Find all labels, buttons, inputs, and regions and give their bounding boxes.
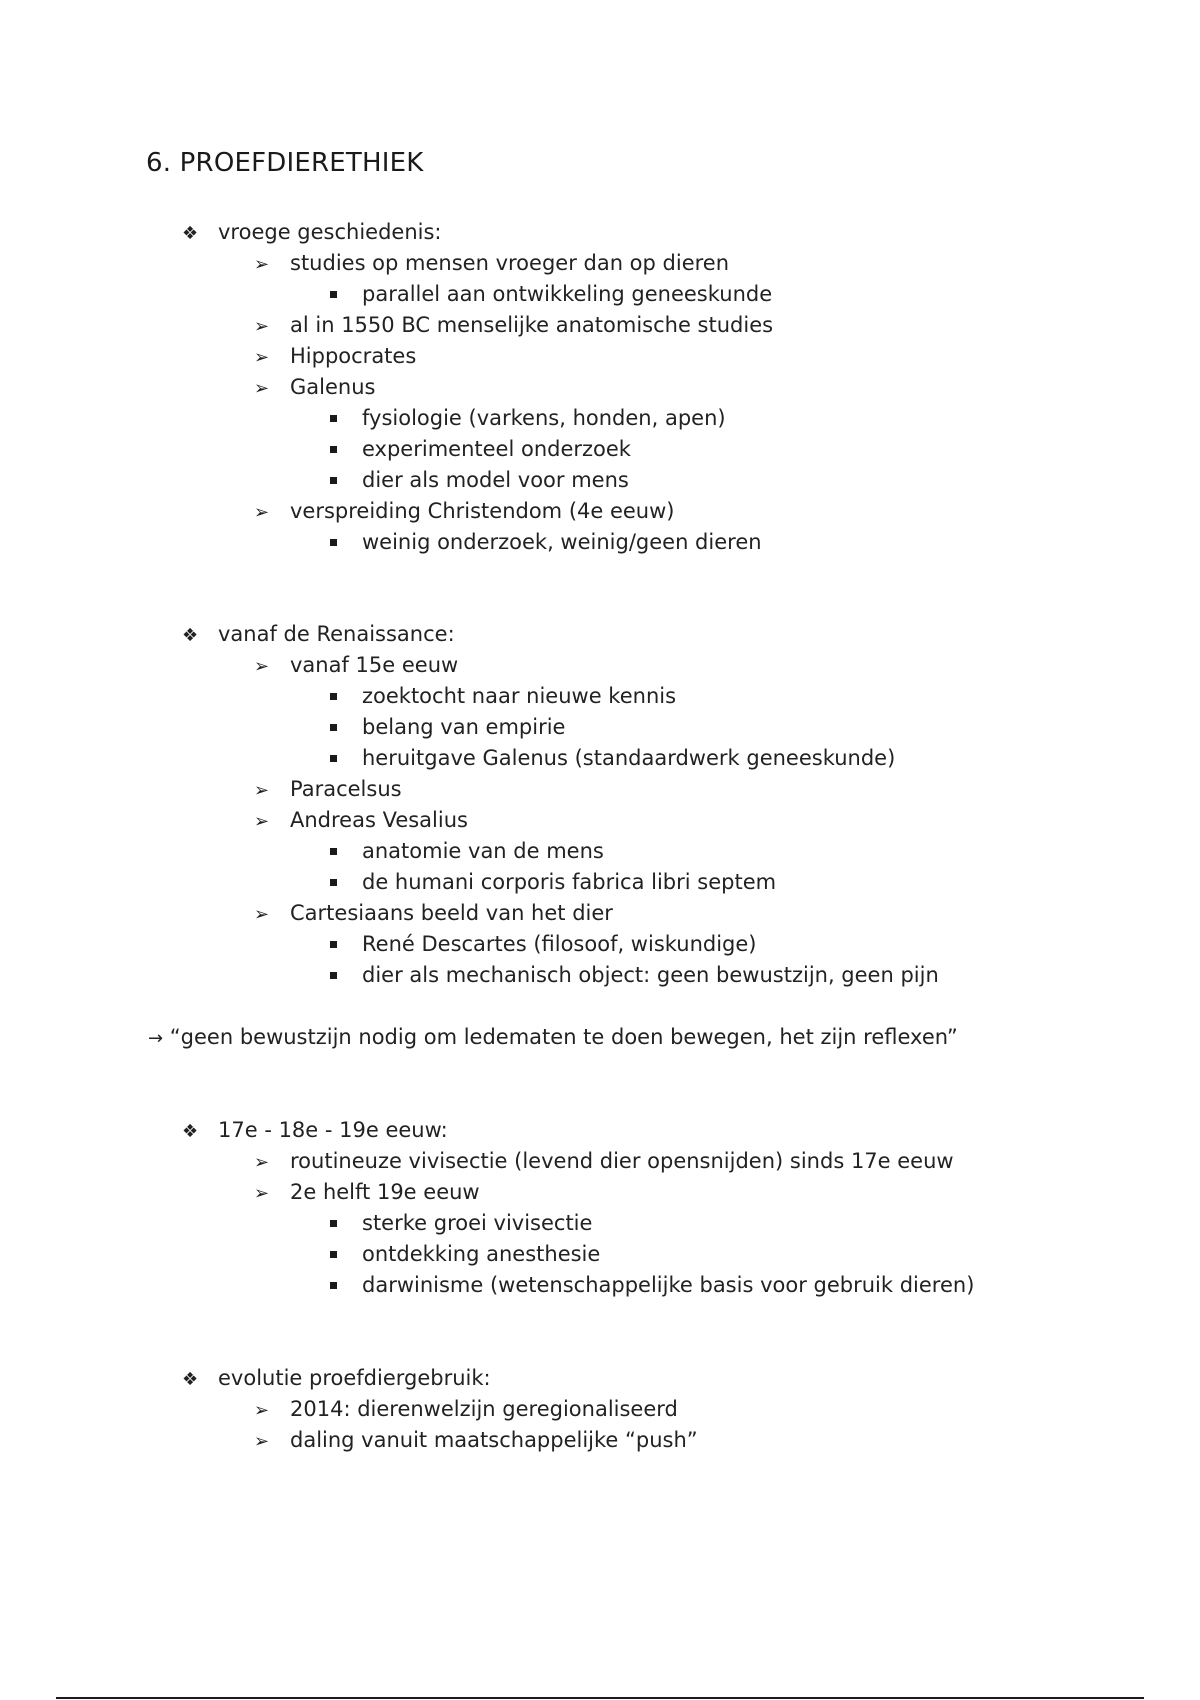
square-bullet-icon [330,477,337,484]
arrowhead-bullet-icon: ➢ [254,904,270,925]
square-bullet-icon [330,291,337,298]
square-bullet-icon [330,1282,337,1289]
list-item: sterke groei vivisectie [326,1209,592,1237]
list-item: ➢ routineuze vivisectie (levend dier opensnijden) sinds 17e eeuw [254,1147,954,1177]
list-item: ➢ Cartesiaans beeld van het dier [254,899,613,929]
list-item: belang van empirie [326,713,565,741]
list-item: ➢ vanaf 15e eeuw [254,651,458,681]
square-bullet-icon [330,755,337,762]
section-heading-17e-19e-eeuw: ❖ 17e - 18e - 19e eeuw: [182,1116,448,1146]
diamond-bullet-icon: ❖ [182,1121,199,1142]
arrowhead-bullet-icon: ➢ [254,1152,270,1173]
arrowhead-bullet-icon: ➢ [254,656,270,677]
square-bullet-icon [330,879,337,886]
arrowhead-bullet-icon: ➢ [254,502,270,523]
section-heading-evolutie: ❖ evolutie proefdiergebruik: [182,1364,491,1394]
list-item: ➢ Galenus [254,373,375,403]
square-bullet-icon [330,972,337,979]
list-item: ➢ Hippocrates [254,342,416,372]
arrowhead-bullet-icon: ➢ [254,1183,270,1204]
footer-divider [56,1697,1144,1699]
list-item: experimenteel onderzoek [326,435,631,463]
list-item: ➢ studies op mensen vroeger dan op dieren [254,249,729,279]
list-item: anatomie van de mens [326,837,604,865]
arrowhead-bullet-icon: ➢ [254,378,270,399]
list-item: ontdekking anesthesie [326,1240,600,1268]
list-item: ➢ Paracelsus [254,775,402,805]
list-item: ➢ Andreas Vesalius [254,806,468,836]
diamond-bullet-icon: ❖ [182,223,199,244]
square-bullet-icon [330,1220,337,1227]
list-item: heruitgave Galenus (standaardwerk geneeskunde) [326,744,895,772]
square-bullet-icon [330,941,337,948]
quote-note: → “geen bewustzijn nodig om ledematen te doen bewegen, het zijn reflexen” [148,1025,958,1049]
arrowhead-bullet-icon: ➢ [254,780,270,801]
square-bullet-icon [330,1251,337,1258]
list-item: ➢ verspreiding Christendom (4e eeuw) [254,497,674,527]
square-bullet-icon [330,415,337,422]
list-item: darwinisme (wetenschappelijke basis voor gebruik dieren) [326,1271,974,1299]
page-title: 6. PROEFDIERETHIEK [146,148,424,178]
section-heading-vroege-geschiedenis: ❖ vroege geschiedenis: [182,218,442,248]
section-heading-renaissance: ❖ vanaf de Renaissance: [182,620,455,650]
list-item: René Descartes (filosoof, wiskundige) [326,930,757,958]
arrow-icon: → [148,1028,164,1049]
arrowhead-bullet-icon: ➢ [254,1400,270,1421]
list-item: ➢ al in 1550 BC menselijke anatomische studies [254,311,773,341]
list-item: de humani corporis fabrica libri septem [326,868,776,896]
square-bullet-icon [330,724,337,731]
list-item: fysiologie (varkens, honden, apen) [326,404,726,432]
arrowhead-bullet-icon: ➢ [254,316,270,337]
square-bullet-icon [330,693,337,700]
arrowhead-bullet-icon: ➢ [254,254,270,275]
list-item: ➢ daling vanuit maatschappelijke “push” [254,1426,698,1456]
list-item: parallel aan ontwikkeling geneeskunde [326,280,772,308]
arrowhead-bullet-icon: ➢ [254,811,270,832]
list-item: weinig onderzoek, weinig/geen dieren [326,528,762,556]
square-bullet-icon [330,539,337,546]
list-item: dier als model voor mens [326,466,629,494]
arrowhead-bullet-icon: ➢ [254,1431,270,1452]
diamond-bullet-icon: ❖ [182,1369,199,1390]
list-item: ➢ 2014: dierenwelzijn geregionaliseerd [254,1395,678,1425]
square-bullet-icon [330,446,337,453]
square-bullet-icon [330,848,337,855]
list-item: dier als mechanisch object: geen bewustzijn, geen pijn [326,961,939,989]
diamond-bullet-icon: ❖ [182,625,199,646]
list-item: zoektocht naar nieuwe kennis [326,682,676,710]
list-item: ➢ 2e helft 19e eeuw [254,1178,480,1208]
arrowhead-bullet-icon: ➢ [254,347,270,368]
